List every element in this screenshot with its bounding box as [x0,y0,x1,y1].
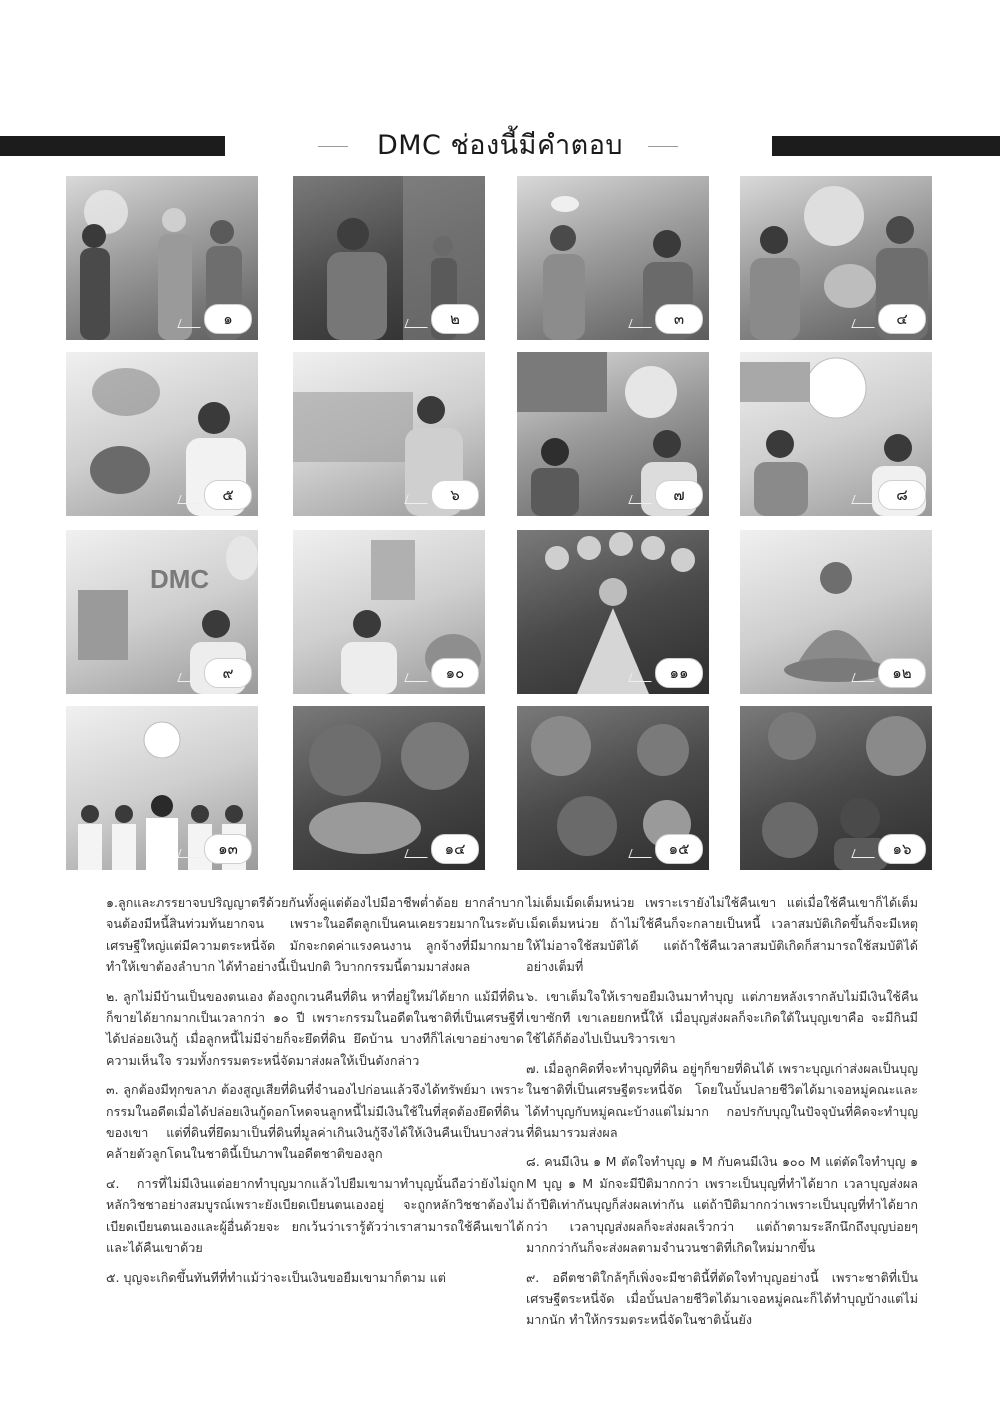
panel-15 [517,706,709,870]
panel-number: ๑ [204,304,252,334]
artist-signature [628,319,654,328]
paragraph: ไม่เต็มเม็ดเต็มหน่วย เพราะเรายังไม่ใช้คืนเขา แต่เมื่อใช้คืนเขาก็ได้เต็มเม็ดเต็มหน่วย ถ้าไม่ใช้คืนก็จะกลายเป็นหนี้ เวลาสมบัติเกิดขึ้นก็จะมีเหตุให้ไม่อาจใช้สมบัติได้ แต่ถ้าใช้คืนเวลาสมบัติเกิดก็สามารถใช้สมบัติได้อย่างเต็มที่ [526,895,918,975]
panel-number: ๑๒ [878,658,926,688]
paragraph: ๑.ลูกและภรรยาจบปริญญาตรีด้วยกันทั้งคู่แต่ต้องไปมีอาชีพต่ำต้อย ยากลำบากจนต้องมีหนี้สินท่วมท้นยากจน เพราะในอดีตลูกเป็นคนเคยรวยมากในระดับเศรษฐีใหญ่แต่มีความตระหนี่จัด มักจะกดค่าแรงคนงาน ลูกจ้างที่มีมากมาย ทำให้เขาต้องลำบาก ได้ทำอย่างนี้เป็นปกติ วิบากกรรมนี้ตามมาส่งผล [106,895,524,975]
panel-6 [293,352,485,516]
panel-8 [740,352,932,516]
paragraph: ๓. ลูกต้องมีทุกขลาภ ต้องสูญเสียที่ดินที่จำนองไปก่อนแล้วจึงได้ทรัพย์มา เพราะกรรมในอดีตเมื่อได้ปล่อยเงินกู้ดอกโหดจนลูกหนี้ไม่มีเงินใช้ในที่สุดต้องยึดที่ดินของเขา แต่ที่ดินที่ยึดมาเป็นที่ดินที่มูลค่าเกินเงินกู้จึงได้ให้เงินคืนเป็นบางส่วนคล้ายตัวลูกโดนในชาตินี้เป็นภาพในอดีตชาติของลูก [106,1082,524,1162]
svg-text:DMC: DMC [150,564,210,594]
panel-number: ๙ [204,658,252,688]
panel-1 [66,176,258,340]
artist-signature [404,495,430,504]
paragraph: ๒. ลูกไม่มีบ้านเป็นของตนเอง ต้องถูกเวนคืนที่ดิน หาที่อยู่ใหม่ได้ยาก แม้มีที่ดินก็ขายได้ยากมากเป็นเวลากว่า ๑๐ ปี เพราะกรรมในอดีตในชาติที่เป็นเศรษฐีที่ได้ปล่อยเงินกู้ เมื่อลูกหนี้ไม่มีจ่ายก็จะยึดที่ดิน ยึดบ้าน บางทีก็ไล่เขาอย่างขาดความเห็นใจ รวมทั้งกรรมตระหนี่จัดมาส่งผลให้เป็นดังกล่าว [106,988,524,1068]
paragraph: ๗. เมื่อลูกคิดที่จะทำบุญที่ดิน อยู่ๆก็ขายที่ดินได้ เพราะบุญเก่าส่งผลเป็นบุญในชาติที่เป็นเศรษฐีตระหนี่จัด โดยในบั้นปลายชีวิตได้มาเจอหมู่คณะและได้ทำบุญกับหมู่คณะบ้างแต่ไม่มาก กอปรกับบุญในปัจจุบันที่คิดจะทำบุญที่ดินมารวมส่งผล [526,1060,918,1141]
artist-signature [628,495,654,504]
panel-number: ๑๓ [204,834,252,864]
panel-11 [517,530,709,694]
header-bar-right [772,136,1000,156]
panel-number: ๘ [878,480,926,510]
artist-signature [404,319,430,328]
artist-signature [177,849,203,858]
panel-2 [293,176,485,340]
text-column-left [106,892,524,1296]
artist-signature [628,673,654,682]
paragraph: ๔. การที่ไม่มีเงินแต่อยากทำบุญมากแล้วไปยืมเขามาทำบุญนั้นถือว่ายังไม่ถูกหลักวิชชาอย่างสมบูรณ์เพราะยังเบียดเบียนตนเองอยู่ จะถูกหลักวิชชาต้องไม่เบียดเบียนตนเองและผู้อื่นด้วยจะ ยกเว้นว่าเรารู้ตัวว่าเราสามารถใช้คืนเขาได้และได้คืนเขาด้วย [106,1175,524,1256]
panel-10 [293,530,485,694]
artist-signature [404,849,430,858]
panel-number: ๑๕ [655,834,703,864]
panel-number: ๖ [431,480,479,510]
paragraph: ๙. อดีตชาติใกล้ๆก็เพิ่งจะมีชาตินี้ที่ตัดใจทำบุญอย่างนี้ เพราะชาติที่เป็นเศรษฐีตระหนี่จัด เมื่อบั้นปลายชีวิตได้มาเจอหมู่คณะก็ได้ทำบุญบ้างแต่ไม่มากนัก ทำให้กรรมตระหนี่จัดในชาตินั้นยัง [526,1269,918,1328]
panel-number: ๗ [655,480,703,510]
panel-5 [66,352,258,516]
artist-signature [851,319,877,328]
panel-4 [740,176,932,340]
panel-number: ๕ [204,480,252,510]
panel-12 [740,530,932,694]
panel-number: ๑๔ [431,834,479,864]
header-rule-left [318,146,348,147]
artist-signature [851,673,877,682]
panel-14 [293,706,485,870]
paragraph: ๕. บุญจะเกิดขึ้นทันทีที่ทำแม้ว่าจะเป็นเงินขอยืมเขามาก็ตาม แต่ [106,1269,446,1285]
page-title: DMC ช่องนี้มีคำตอบ [376,130,624,161]
panel-number: ๑๐ [431,658,479,688]
panel-16 [740,706,932,870]
panel-7 [517,352,709,516]
panel-number: ๓ [655,304,703,334]
paragraph: ๖. เขาเต็มใจให้เราขอยืมเงินมาทำบุญ แต่ภายหลังเรากลับไม่มีเงินใช้คืนเขาซักที เขาเลยยกหนี้ให้ เมื่อบุญส่งผลก็จะเกิดใต้ในบุญเขาคือ จะมีกินมีใช้ได้ก็ต้องไปเป็นบริวารเขา [526,988,918,1047]
artist-signature [851,495,877,504]
paragraph: ๘. คนมีเงิน ๑ M ตัดใจทำบุญ ๑ M กับคนมีเงิน ๑๐๐ M แต่ตัดใจทำบุญ ๑ M บุญ ๑ M มักจะมีปีติมากกว่า เพราะเป็นบุญที่ทำได้ยาก เวลาบุญส่งผลถ้าปีติเท่ากันบุญก็ส่งผลเท่ากัน แต่ถ้าปีติมากกว่าเพราะเป็นบุญที่ทำได้ยากกว่า เวลาบุญส่งผลก็จะส่งผลเร็วกว่า แต่ถ้าตามระลึกนึกถึงบุญบ่อยๆมากกว่ากันก็จะส่งผลตามจำนวนชาติที่เกิดใหม่มากขึ้น [526,1154,918,1256]
panel-3 [517,176,709,340]
header-rule-right [648,146,678,147]
artist-signature [177,319,203,328]
text-column-right [526,892,918,1339]
artist-signature [404,673,430,682]
panel-number: ๒ [431,304,479,334]
panel-number: ๑๑ [655,658,703,688]
panel-number: ๑๖ [878,834,926,864]
artist-signature [177,673,203,682]
artist-signature [628,849,654,858]
header-bar-left [0,136,225,156]
artist-signature [851,849,877,858]
panel-9 [66,530,258,694]
artist-signature [177,495,203,504]
panel-13 [66,706,258,870]
panel-number: ๔ [878,304,926,334]
